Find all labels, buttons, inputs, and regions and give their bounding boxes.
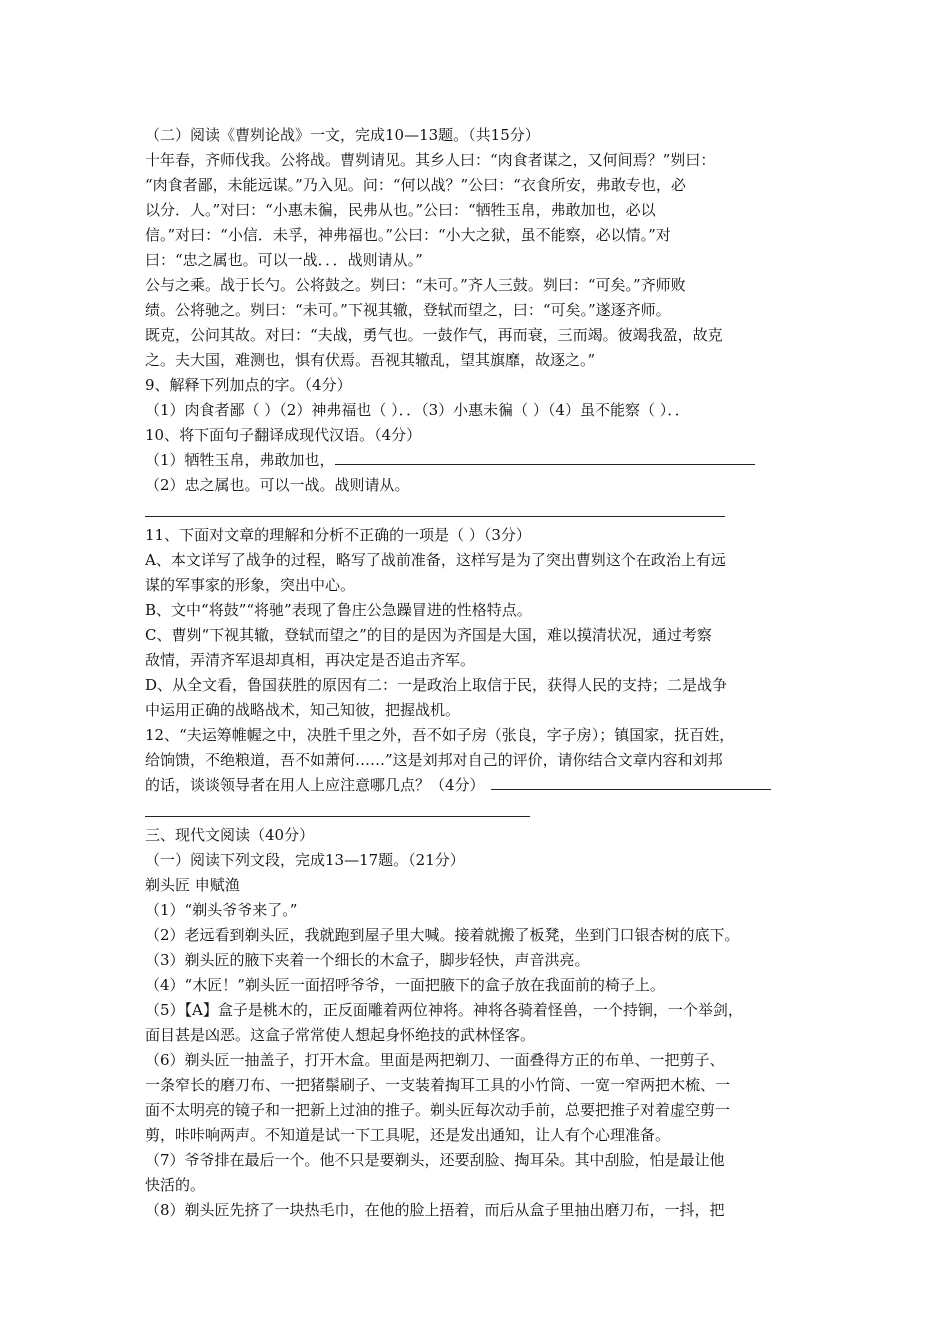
passage-line: 十年春，齐师伐我。公将战。曹刿请见。其乡人曰：“肉食者谋之，又何间焉？”刿曰： [145,151,716,169]
passage-line: 之。夫大国，难测也，惧有伏焉。吾视其辙乱，望其旗靡，故逐之。” [145,351,596,369]
section-heading: 三、现代文阅读（40分） [145,826,315,844]
modern-passage [145,898,815,1223]
question-12-line: 给饷馈，不绝粮道，吾不如萧何……”这是刘邦对自己的评价，请你结合文章内容和刘邦 [145,751,723,769]
story-line: 一条窄长的磨刀布、一把猪鬃刷子、一支装着掏耳工具的小竹筒、一宽一窄两把木梳、一 [145,1076,731,1094]
question-10-prompt: 10、将下面句子翻译成现代汉语。（4分） [145,426,422,444]
story-line: （3）剃头匠的腋下夹着一个细长的木盒子，脚步轻快，声音洪亮。 [145,951,590,969]
passage-line: 曰：“忠之属也。可以一战．．．战则请从。” [145,251,423,269]
question-12-line [145,773,815,798]
story-line: （5）【A】盒子是桃木的，正反面雕着两位神将。神将各骑着怪兽，一个持锏，一个举剑， [145,1001,743,1019]
option-line: 中运用正确的战略战术，知己知彼，把握战机。 [145,701,461,719]
subsection-heading: （一）阅读下列文段，完成13—17题。（21分） [145,851,465,869]
passage-line: 信。”对曰：“小信．未孚，神弗福也。”公曰：“小大之狱，虽不能察，必以情。”对 [145,226,671,244]
question-9-items: （1）肉食者鄙（ ）（2）神弗福也（ ）．．（3）小惠未徧（ ）（4）虽不能察（ ）．． [145,401,690,419]
story-line: （8）剃头匠先挤了一块热毛巾，在他的脸上捂着，而后从盒子里抽出磨刀布，一抖，把 [145,1201,725,1219]
answer-blank[interactable] [335,449,755,465]
question-9-prompt: 9、解释下列加点的字。（4分） [145,376,352,394]
option-line: 敌情，弄清齐军退却真相，再决定是否追击齐军。 [145,651,476,669]
story-line: （6）剃头匠一抽盖子，打开木盒。里面是两把剃刀、一面叠得方正的布单、一把剪子、 [145,1051,725,1069]
passage-line: 以分．人。”对曰：“小惠未徧，民弗从也。”公曰：“牺牲玉帛，弗敢加也，必以 [145,201,656,219]
story-line: 剪，咔咔响两声。不知道是试一下工具呢，还是发出通知，让人有个心理准备。 [145,1126,671,1144]
answer-line[interactable] [145,798,815,823]
exam-document [145,123,815,1223]
passage-line: 公与之乘。战于长勺。公将鼓之。刿曰：“未可。”齐人三鼓。刿曰：“可矣。”齐师败 [145,276,686,294]
option-line: 谋的军事家的形象，突出中心。 [145,576,356,594]
answer-line[interactable] [145,498,815,523]
question-10-item-1-text: （1）牺牲玉帛，弗敢加也， [145,451,335,469]
section-heading: （二）阅读《曹刿论战》一文，完成10—13题。（共15分） [145,126,540,144]
option-line: C、曹刿“下视其辙，登轼而望之”的目的是因为齐国是大国，难以摸清状况，通过考察 [145,626,712,644]
option-line: A、本文详写了战争的过程，略写了战前准备，这样写是为了突出曹刿这个在政治上有远 [145,551,726,569]
story-line: 面不太明亮的镜子和一把新上过油的推子。剃头匠每次动手前，总要把推子对着虚空剪一 [145,1101,731,1119]
story-line: （2）老远看到剃头匠，我就跑到屋子里大喊。接着就搬了板凳，坐到门口银杏树的底下。 [145,926,740,944]
story-line: 面目甚是凶恶。这盒子常常使人想起身怀绝技的武林怪客。 [145,1026,536,1044]
passage-line: 绩。公将驰之。刿曰：“未可。”下视其辙，登轼而望之，曰：“可矣。”遂逐齐师。 [145,301,671,319]
option-line: B、文中“将鼓”“将驰”表现了鲁庄公急躁冒进的性格特点。 [145,601,532,619]
story-line: 快活的。 [145,1176,206,1194]
story-line: （7）爷爷排在最后一个。他不只是要剃头，还要刮脸、掏耳朵。其中刮脸，怕是最让他 [145,1151,725,1169]
question-10-item-1 [145,448,815,473]
story-title: 剃头匠 申赋渔 [145,876,240,894]
question-12-line: 12、“夫运筹帷幄之中，决胜千里之外，吾不如子房（张良，字子房）；镇国家，抚百姓， [145,726,735,744]
answer-blank[interactable] [491,774,771,790]
passage-line: “肉食者鄙，未能远谋。”乃入见。问：“何以战？”公曰：“衣食所安，弗敢专也，必 [145,176,686,194]
passage-line: 既克，公问其故。对曰：“夫战，勇气也。一鼓作气，再而衰，三而竭。彼竭我盈，故克 [145,326,723,344]
question-10-item-2: （2）忠之属也。可以一战。战则请从。 [145,476,410,494]
question-12-text: 的话，谈谈领导者在用人上应注意哪几点？（4分） [145,776,485,794]
question-11-prompt: 11、下面对文章的理解和分析不正确的一项是（ ）（3分） [145,526,531,544]
option-line: D、从全文看，鲁国获胜的原因有二：一是政治上取信于民，获得人民的支持；二是战争 [145,676,728,694]
classical-passage [145,148,815,373]
story-line: （4）“木匠！”剃头匠一面招呼爷爷，一面把腋下的盒子放在我面前的椅子上。 [145,976,665,994]
story-line: （1）“剃头爷爷来了。” [145,901,298,919]
